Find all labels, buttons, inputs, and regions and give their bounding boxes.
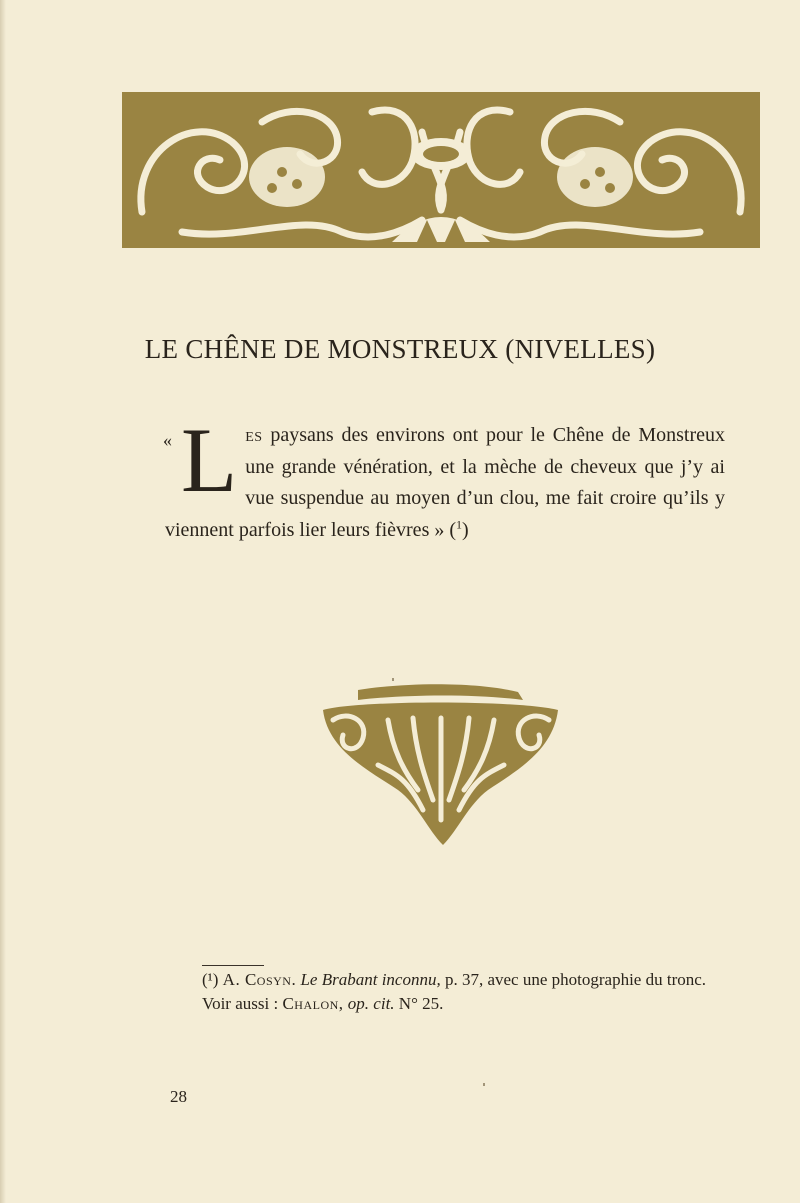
paper-speck [483,1083,485,1086]
opening-quote: « [163,430,172,450]
see-also-ref: op. cit. [347,994,395,1013]
footnote-rule [202,965,264,966]
paragraph-close: ) [462,518,469,541]
body-paragraph [163,409,725,546]
tailpiece-ornament [318,680,564,848]
see-also-rest: N° 25. [394,994,444,1013]
see-also-prefix: Voir aussi : [202,994,283,1013]
first-word-rest: es [245,424,263,446]
see-also-author: Chalon, [282,994,344,1013]
paper-speck [392,678,394,681]
footnote-1 [168,968,728,992]
footnote-see-also [168,992,728,1016]
footnote-work: Le Brabant inconnu, [300,970,441,989]
drop-cap-letter: L [181,409,238,511]
header-ornament [122,92,760,248]
footnote-reference: 1 [456,516,463,531]
page-edge [0,0,6,1203]
paragraph-text: paysans des environs ont pour le Chêne de Monstreux une grande vénération, et la mèche de cheveux que j’y ai vue suspendue au moyen d’un clou, me fait croire qu’ils y viennent parfois lier leurs fièvres » ( [165,424,725,541]
footnotes [168,968,728,1016]
footnote-rest: p. 37, avec une photographie du tronc. [440,970,707,989]
drop-cap [163,409,238,511]
page-number: 28 [170,1087,187,1106]
chapter-title: LE CHÊNE DE MONSTREUX (NIVELLES) [144,334,656,364]
footnote-author: A. Cosyn. [222,970,297,989]
footnote-marker: (¹) [202,970,219,989]
